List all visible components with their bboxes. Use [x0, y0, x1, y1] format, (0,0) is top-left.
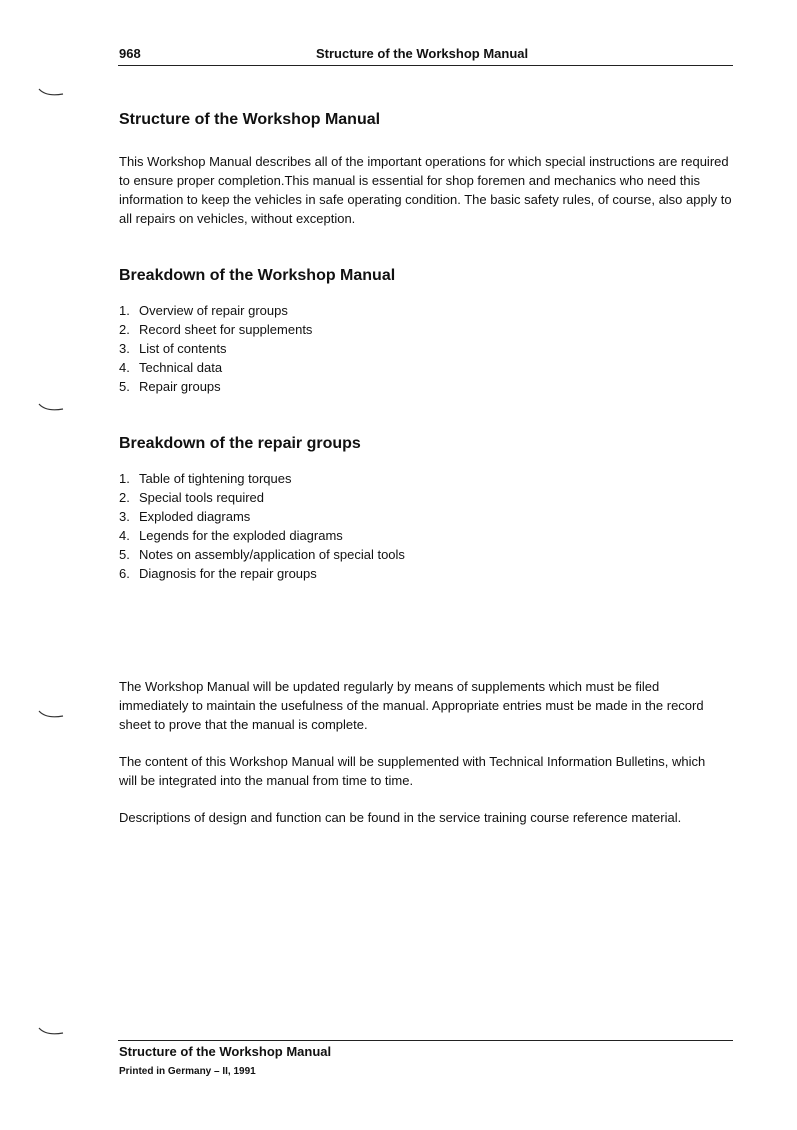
list-item: 4. Technical data [119, 360, 223, 375]
list-item: 1. Overview of repair groups [119, 303, 288, 318]
repair-groups-list [119, 469, 405, 583]
list-item: 1. Table of tightening torques [119, 471, 292, 486]
punch-hole-mark [38, 1027, 64, 1037]
section-heading-repair-groups: Breakdown of the repair groups [119, 435, 361, 452]
bulletins-paragraph: The content of this Workshop Manual will be supplemented with Technical Information Bulletins, which will be integrated into the manual from time to time. [119, 754, 706, 788]
list-item: 6. Diagnosis for the repair groups [119, 566, 317, 581]
breakdown-manual-list [119, 301, 312, 396]
list-item: 5. Repair groups [119, 379, 221, 394]
intro-paragraph: This Workshop Manual describes all of the important operations for which special instructions are required to ensure proper completion.This manual is essential for shop foremen and mechanics who need this information to keep the vehicles in safe operating condition. The basic safety rules, of course, also apply to all repairs on vehicles, without exception. [119, 154, 732, 226]
list-item: 2. Record sheet for supplements [119, 322, 313, 337]
supplements-paragraph: The Workshop Manual will be updated regularly by means of supplements which must be filed immediately to maintain the usefulness of the manual. Appropriate entries must be made in the record sheet to prove that the manual is complete. [119, 679, 704, 732]
list-item: 4. Legends for the exploded diagrams [119, 528, 343, 543]
list-item: 2. Special tools required [119, 490, 265, 505]
header-rule [118, 65, 733, 66]
list-item: 3. Exploded diagrams [119, 509, 251, 524]
list-item: 3. List of contents [119, 341, 227, 356]
punch-hole-mark [38, 88, 64, 98]
list-item: 5. Notes on assembly/application of special tools [119, 547, 405, 562]
page-number: 968 [119, 46, 141, 61]
section-heading-structure: Structure of the Workshop Manual [119, 111, 381, 128]
section-heading-breakdown-manual: Breakdown of the Workshop Manual [119, 267, 396, 284]
punch-hole-mark [38, 710, 64, 720]
running-header-title: Structure of the Workshop Manual [316, 46, 529, 61]
footer-title: Structure of the Workshop Manual [119, 1044, 332, 1059]
reference-paragraph: Descriptions of design and function can be found in the service training course reference material. [119, 810, 682, 825]
print-info: Printed in Germany – II, 1991 [119, 1066, 256, 1077]
footer-rule [118, 1040, 733, 1041]
punch-hole-mark [38, 403, 64, 413]
